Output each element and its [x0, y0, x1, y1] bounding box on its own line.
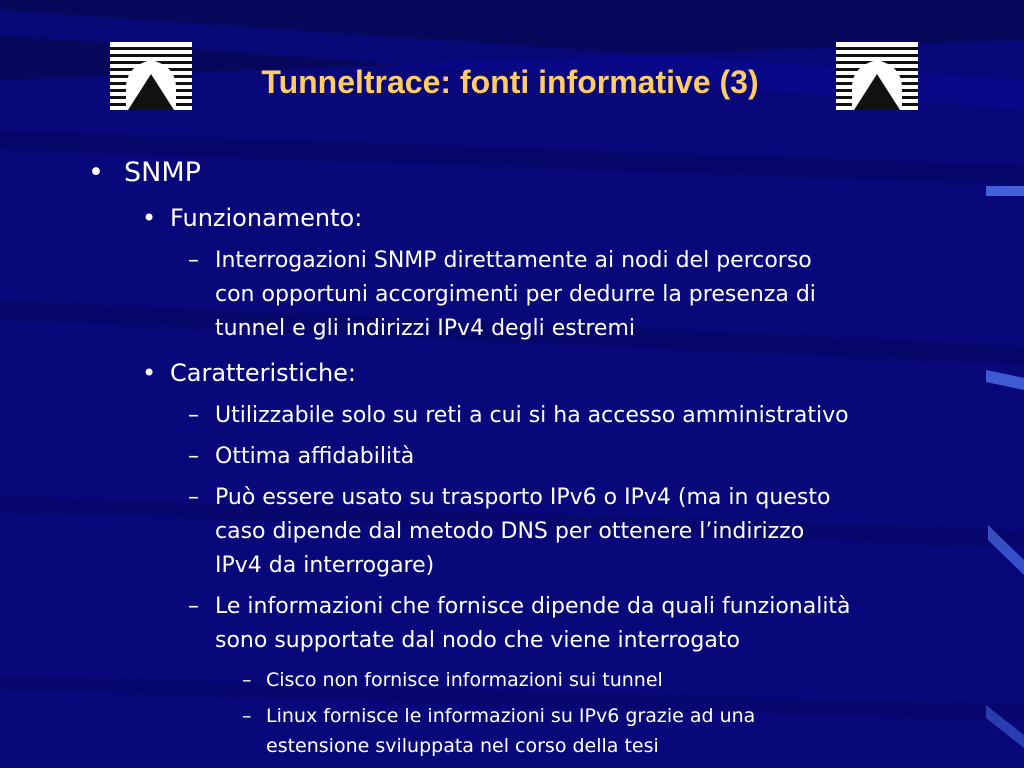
subitem-cisco: Cisco non fornisce informazioni sui tunnel — [266, 669, 663, 691]
dash-marker: – — [188, 485, 199, 510]
page-title: Tunneltrace: fonti informative (3) — [261, 64, 759, 100]
funzionamento-line-3: tunnel e gli indirizzi IPv4 degli estremi — [215, 316, 636, 341]
dash-marker: – — [188, 403, 199, 428]
bullet-marker: • — [142, 359, 157, 387]
dash-marker: – — [242, 705, 252, 727]
bullet-funzionamento: Funzionamento: — [170, 204, 363, 232]
caratteristiche-item-3-line-2: caso dipende dal metodo DNS per ottenere l’indirizzo — [215, 519, 805, 544]
dash-marker: – — [188, 248, 199, 273]
subitem-linux-line-1: Linux fornisce le informazioni su IPv6 grazie ad una — [266, 705, 756, 727]
funzionamento-line-2: con opportuni accorgimenti per dedurre la presenza di — [215, 282, 816, 307]
caratteristiche-item-1: Utilizzabile solo su reti a cui si ha accesso amministrativo — [215, 403, 849, 428]
dash-marker: – — [188, 594, 199, 619]
funzionamento-line-1: Interrogazioni SNMP direttamente ai nodi del percorso — [215, 248, 812, 273]
caratteristiche-item-4-line-2: sono supportate dal nodo che viene interrogato — [215, 628, 740, 653]
caratteristiche-item-4-line-1: Le informazioni che fornisce dipende da quali funzionalità — [215, 594, 851, 619]
dash-marker: – — [188, 444, 199, 469]
bullet-marker: • — [142, 204, 157, 232]
caratteristiche-item-2: Ottima affidabilità — [215, 444, 415, 469]
bullet-snmp: SNMP — [124, 157, 201, 188]
dash-marker: – — [242, 669, 252, 691]
caratteristiche-item-3-line-1: Può essere usato su trasporto IPv6 o IPv4 (ma in questo — [215, 485, 831, 510]
bullet-caratteristiche: Caratteristiche: — [170, 359, 356, 387]
subitem-linux-line-2: estensione sviluppata nel corso della tesi — [266, 735, 659, 757]
bullet-marker: • — [88, 157, 104, 188]
caratteristiche-item-3-line-3: IPv4 da interrogare) — [215, 553, 435, 578]
